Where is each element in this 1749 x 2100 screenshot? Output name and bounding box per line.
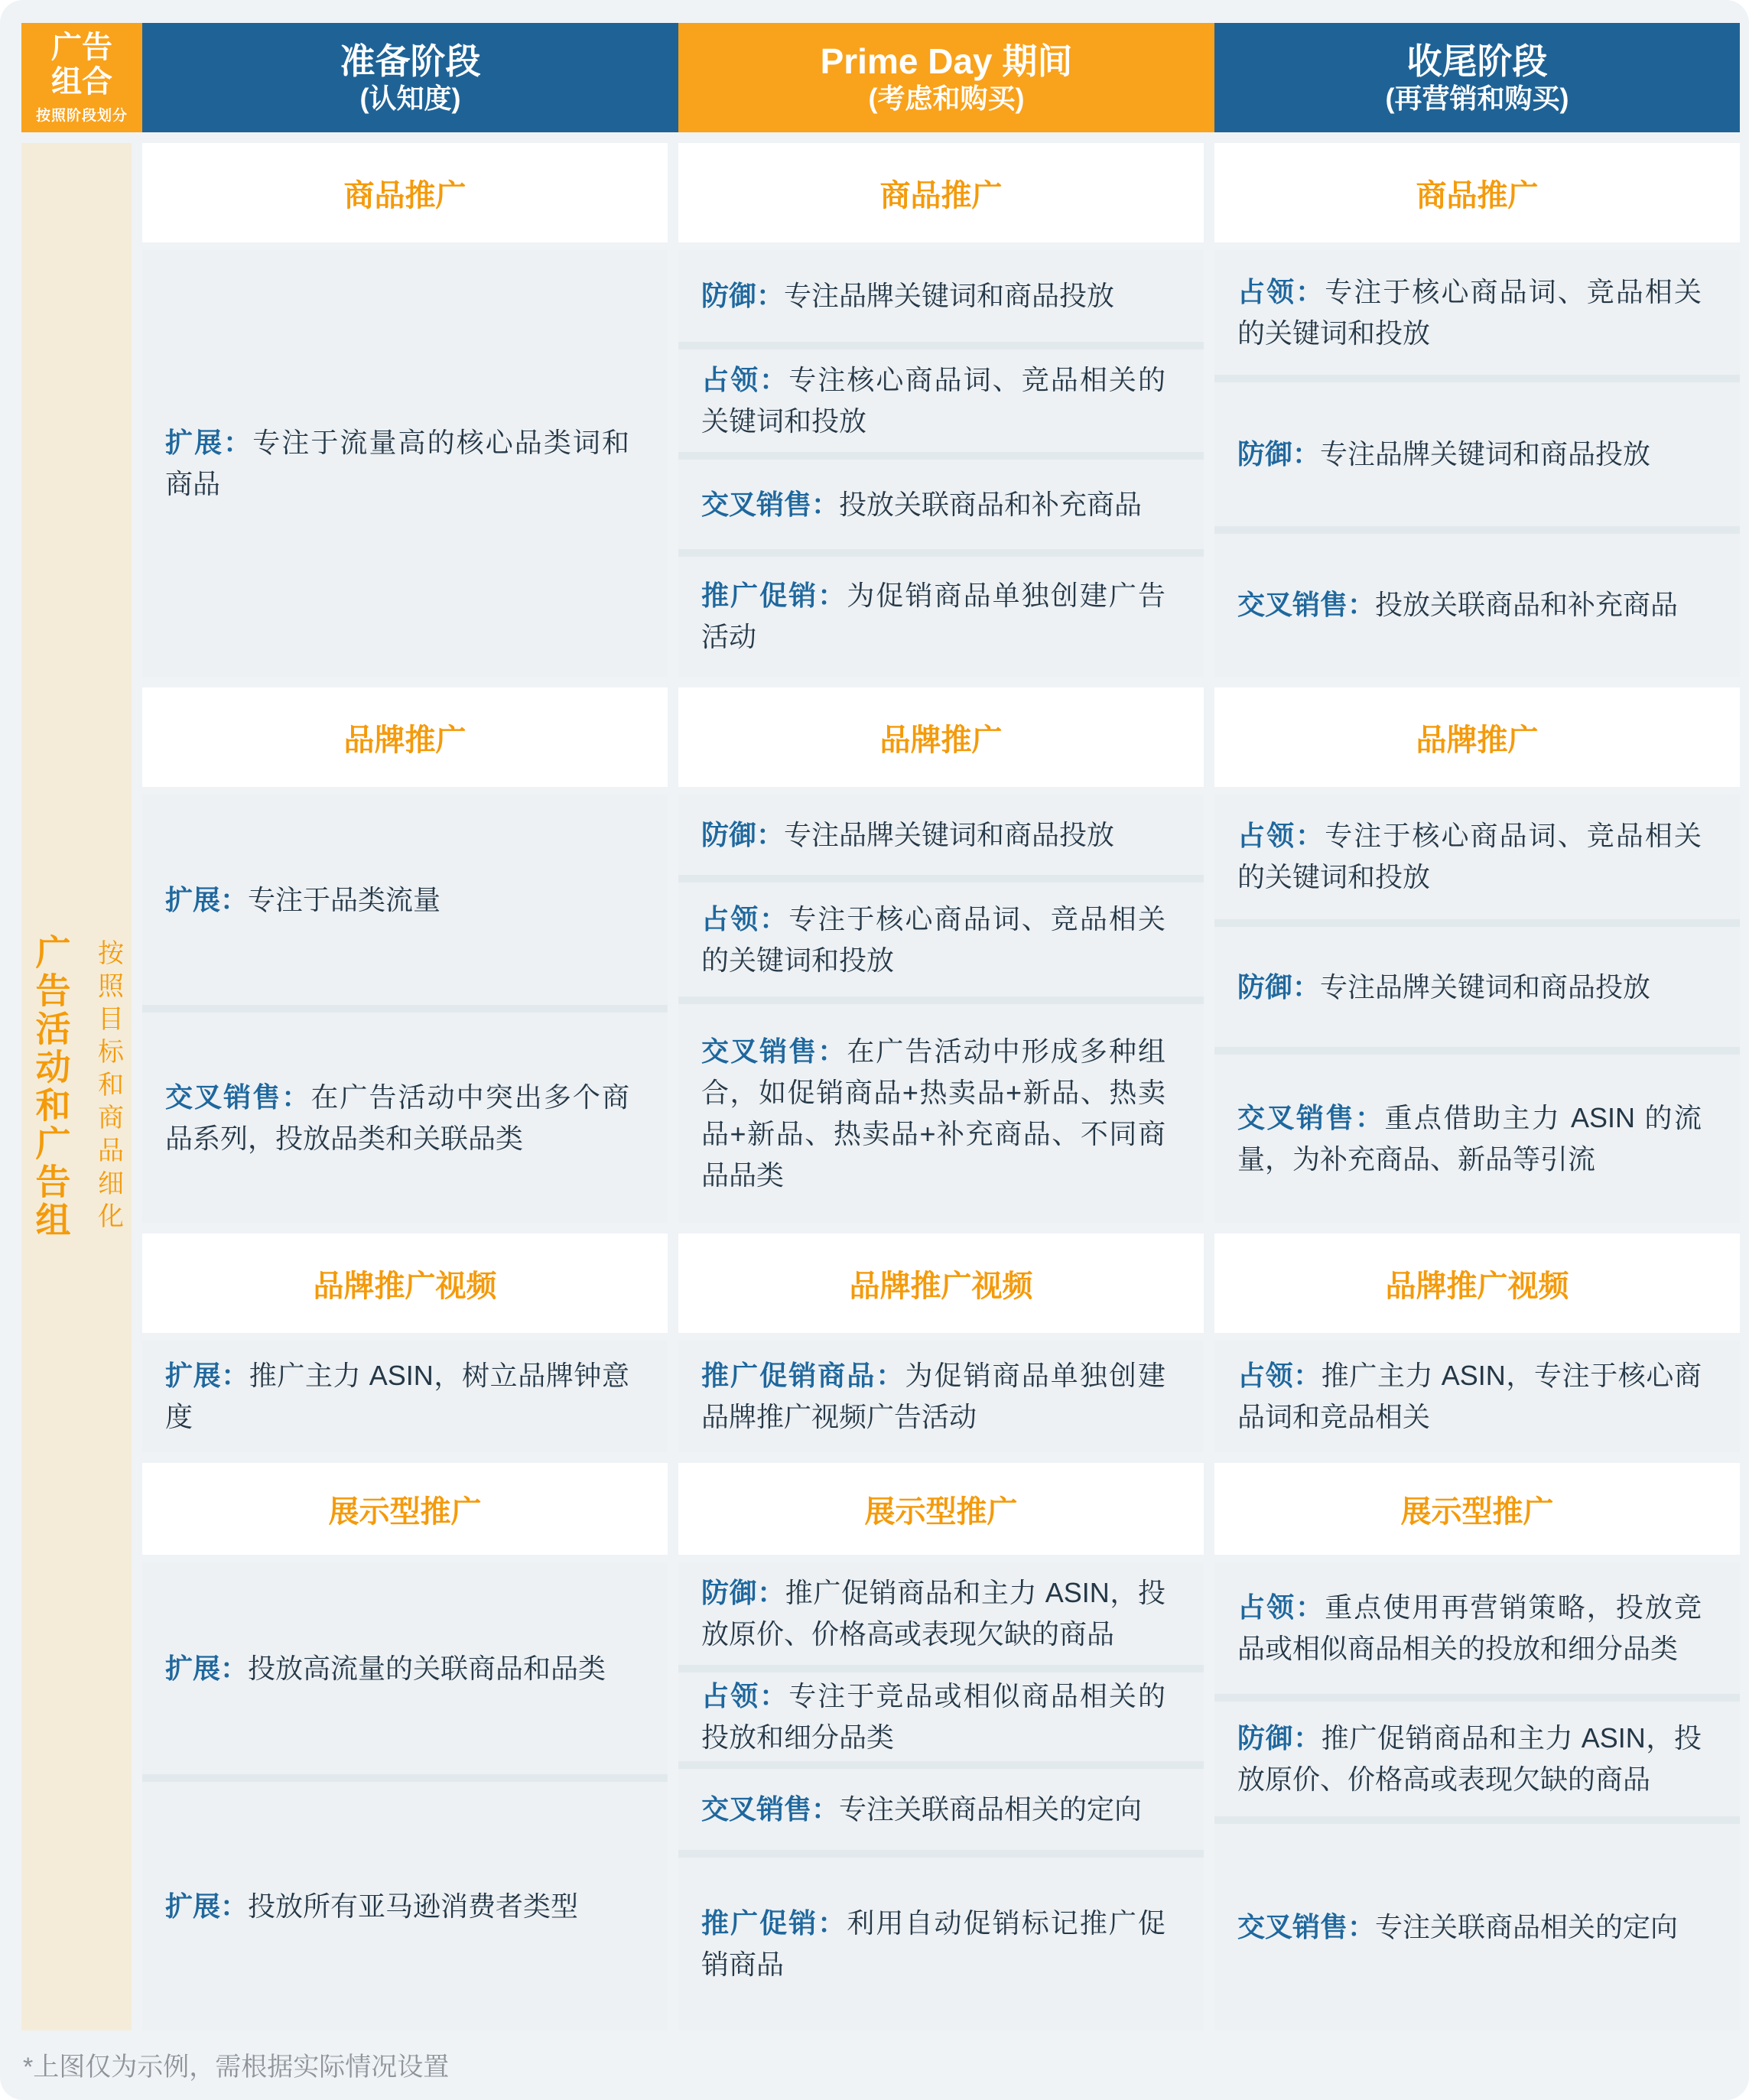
strategy-label: 防御： xyxy=(701,1577,785,1609)
strategy-cell xyxy=(142,1013,668,1223)
strategy-text: 推广促销商品和主力 ASIN，投放原价、价格高或表现欠缺的商品 xyxy=(701,1577,1165,1650)
section-title-sponsored-display: 展示型推广 xyxy=(142,1463,668,1555)
strategy-cell xyxy=(1214,534,1740,677)
strategy-text: 专注品牌关键词和商品投放 xyxy=(1320,970,1651,1003)
strategy-cell xyxy=(678,795,1204,875)
strategy-text: 为促销商品单独创建品牌推广视频广告活动 xyxy=(701,1360,1165,1432)
strategy-text: 推广促销商品和主力 ASIN，投放原价、价格高或表现欠缺的商品 xyxy=(1237,1722,1702,1796)
strategy-text: 投放所有亚马逊消费者类型 xyxy=(248,1890,579,1922)
strategy-cell xyxy=(678,557,1204,677)
strategy-text: 专注关联商品相关的定向 xyxy=(839,1793,1143,1825)
sidebar-primary-label: 广告活动和广告组 xyxy=(31,934,71,1240)
strategy-cell xyxy=(678,1562,1204,1665)
strategy-label: 扩展： xyxy=(165,1360,249,1391)
strategy-text: 专注于品类流量 xyxy=(248,883,441,915)
strategy-cell xyxy=(142,1562,668,1774)
strategy-text: 专注于流量高的核心品类词和商品 xyxy=(165,427,629,499)
strategy-label: 占领： xyxy=(1237,820,1325,852)
strategy-label: 扩展： xyxy=(165,1652,249,1684)
phase-subtitle: (认知度) xyxy=(359,83,461,115)
column-wrap-up xyxy=(1214,143,1740,2030)
phase-header-prime-day xyxy=(678,23,1214,132)
strategy-label: 占领： xyxy=(701,1680,789,1712)
section-sponsored-products xyxy=(142,250,668,677)
strategy-label: 占领： xyxy=(1237,1360,1322,1391)
phase-title: Prime Day 期间 xyxy=(820,41,1073,82)
strategy-text: 专注于竞品或相似商品相关的投放和细分品类 xyxy=(701,1680,1165,1754)
strategy-cell xyxy=(678,883,1204,996)
section-sponsored-brands-video xyxy=(142,1341,668,1452)
section-title-sponsored-products: 商品推广 xyxy=(1214,143,1740,242)
section-sponsored-products xyxy=(678,250,1204,677)
strategy-cell xyxy=(1214,1055,1740,1223)
section-title-sponsored-products: 商品推广 xyxy=(678,143,1204,242)
strategy-cell xyxy=(678,250,1204,342)
strategy-text: 专注于核心商品词、竞品相关的关键词和投放 xyxy=(1237,275,1702,349)
strategy-text: 专注品牌关键词和商品投放 xyxy=(784,818,1115,850)
phase-header-row xyxy=(21,23,1740,132)
strategy-cell xyxy=(678,1673,1204,1761)
strategy-cell xyxy=(678,460,1204,548)
strategy-cell xyxy=(678,349,1204,452)
section-sponsored-brands-video xyxy=(678,1341,1204,1452)
strategy-text: 推广主力 ASIN，专注于核心商品词和竞品相关 xyxy=(1237,1360,1702,1432)
strategy-text: 投放高流量的关联商品和品类 xyxy=(248,1652,606,1684)
strategy-cell xyxy=(1214,927,1740,1048)
section-title-sponsored-brands-video: 品牌推广视频 xyxy=(1214,1234,1740,1333)
strategy-text: 专注核心商品词、竞品相关的关键词和投放 xyxy=(701,364,1165,437)
strategy-label: 推广促销商品： xyxy=(701,1360,905,1391)
column-preparation xyxy=(142,143,668,2030)
sidebar-campaigns-label xyxy=(21,143,132,2030)
section-title-sponsored-brands: 品牌推广 xyxy=(678,688,1204,787)
strategy-label: 交叉销售： xyxy=(701,1035,847,1068)
phase-header-wrap-up xyxy=(1214,23,1740,132)
strategy-text: 专注于核心商品词、竞品相关的关键词和投放 xyxy=(701,902,1165,976)
strategy-label: 占领： xyxy=(1237,275,1325,307)
strategy-text: 推广主力 ASIN，树立品牌钟意度 xyxy=(165,1360,629,1432)
strategy-label: 推广促销： xyxy=(701,1907,847,1939)
strategy-cell xyxy=(142,250,668,677)
strategy-label: 占领： xyxy=(1237,1591,1325,1624)
strategy-text: 投放关联商品和补充商品 xyxy=(839,488,1143,520)
strategy-label: 占领： xyxy=(701,902,789,935)
strategy-label: 交叉销售： xyxy=(701,1793,840,1825)
strategy-cell xyxy=(678,1004,1204,1223)
corner-badge-ad-portfolio xyxy=(21,23,142,132)
phase-title: 收尾阶段 xyxy=(1406,41,1548,82)
strategy-cell xyxy=(1214,250,1740,375)
sidebar-secondary-label: 按照目标和商品细化 xyxy=(93,938,123,1235)
section-sponsored-display xyxy=(142,1562,668,2030)
section-title-sponsored-brands: 品牌推广 xyxy=(142,688,668,787)
strategy-label: 防御： xyxy=(1237,437,1321,470)
strategy-cell xyxy=(678,1858,1204,2030)
section-sponsored-display xyxy=(1214,1562,1740,2030)
strategy-label: 交叉销售： xyxy=(701,488,840,520)
section-title-sponsored-display: 展示型推广 xyxy=(1214,1463,1740,1555)
strategy-cell xyxy=(142,1341,668,1452)
strategy-label: 防御： xyxy=(1237,970,1321,1003)
section-sponsored-brands xyxy=(142,795,668,1223)
strategy-table xyxy=(21,23,1740,2030)
strategy-label: 扩展： xyxy=(165,1890,249,1922)
strategy-text: 投放关联商品和补充商品 xyxy=(1375,589,1679,621)
strategy-cell xyxy=(1214,1824,1740,2030)
strategy-label: 防御： xyxy=(701,818,785,850)
corner-title: 广告组合 xyxy=(51,31,112,99)
strategy-text: 重点使用再营销策略，投放竞品或相似商品相关的投放和细分品类 xyxy=(1237,1591,1702,1665)
column-prime-day xyxy=(678,143,1204,2030)
strategy-label: 交叉销售： xyxy=(165,1081,311,1113)
section-sponsored-brands-video xyxy=(1214,1341,1740,1452)
strategy-label: 交叉销售： xyxy=(1237,589,1376,621)
strategy-label: 交叉销售： xyxy=(1237,1102,1385,1134)
strategy-text: 专注关联商品相关的定向 xyxy=(1375,1911,1679,1943)
section-title-sponsored-brands-video: 品牌推广视频 xyxy=(678,1234,1204,1333)
strategy-label: 扩展： xyxy=(165,427,253,458)
strategy-cell xyxy=(1214,382,1740,525)
phase-title: 准备阶段 xyxy=(340,41,481,82)
strategy-text: 在广告活动中形成多种组合，如促销商品+热卖品+新品、热卖品+新品、热卖品+补充商品、不同商品品类 xyxy=(701,1035,1165,1191)
section-sponsored-display xyxy=(678,1562,1204,2030)
section-sponsored-brands xyxy=(678,795,1204,1223)
strategy-cell xyxy=(1214,1341,1740,1452)
strategy-cell xyxy=(1214,795,1740,919)
corner-subtitle: 按照阶段划分 xyxy=(35,107,128,124)
strategy-label: 扩展： xyxy=(165,883,249,915)
strategy-cell xyxy=(1214,1702,1740,1816)
strategy-label: 推广促销： xyxy=(701,580,847,612)
strategy-text: 专注于核心商品词、竞品相关的关键词和投放 xyxy=(1237,820,1702,893)
strategy-cell xyxy=(678,1341,1204,1452)
phase-header-preparation xyxy=(142,23,678,132)
strategy-text: 专注品牌关键词和商品投放 xyxy=(1320,437,1651,470)
table-body xyxy=(21,143,1740,2030)
strategy-cell xyxy=(1214,1562,1740,1694)
section-title-sponsored-brands-video: 品牌推广视频 xyxy=(142,1234,668,1333)
strategy-label: 占领： xyxy=(701,364,789,396)
footer-note: *上图仅为示例，需根据实际情况设置 xyxy=(23,2053,450,2082)
strategy-label: 防御： xyxy=(701,280,785,311)
strategy-label: 防御： xyxy=(1237,1722,1322,1754)
strategy-label: 交叉销售： xyxy=(1237,1911,1376,1943)
strategy-text: 利用自动促销标记推广促销商品 xyxy=(701,1907,1165,1981)
strategy-text: 为促销商品单独创建广告活动 xyxy=(701,580,1165,653)
strategy-text: 专注品牌关键词和商品投放 xyxy=(784,280,1115,311)
phase-subtitle: (考虑和购买) xyxy=(868,83,1025,115)
strategy-text: 在广告活动中突出多个商品系列，投放品类和关联品类 xyxy=(165,1081,629,1154)
section-sponsored-brands xyxy=(1214,795,1740,1223)
section-title-sponsored-brands: 品牌推广 xyxy=(1214,688,1740,787)
strategy-cell xyxy=(142,1782,668,2030)
section-title-sponsored-products: 商品推广 xyxy=(142,143,668,242)
strategy-cell xyxy=(678,1769,1204,1850)
section-title-sponsored-display: 展示型推广 xyxy=(678,1463,1204,1555)
strategy-text: 重点借助主力 ASIN 的流量，为补充商品、新品等引流 xyxy=(1237,1102,1702,1175)
strategy-cell xyxy=(142,795,668,1005)
phase-subtitle: (再营销和购买) xyxy=(1385,83,1569,115)
section-sponsored-products xyxy=(1214,250,1740,677)
